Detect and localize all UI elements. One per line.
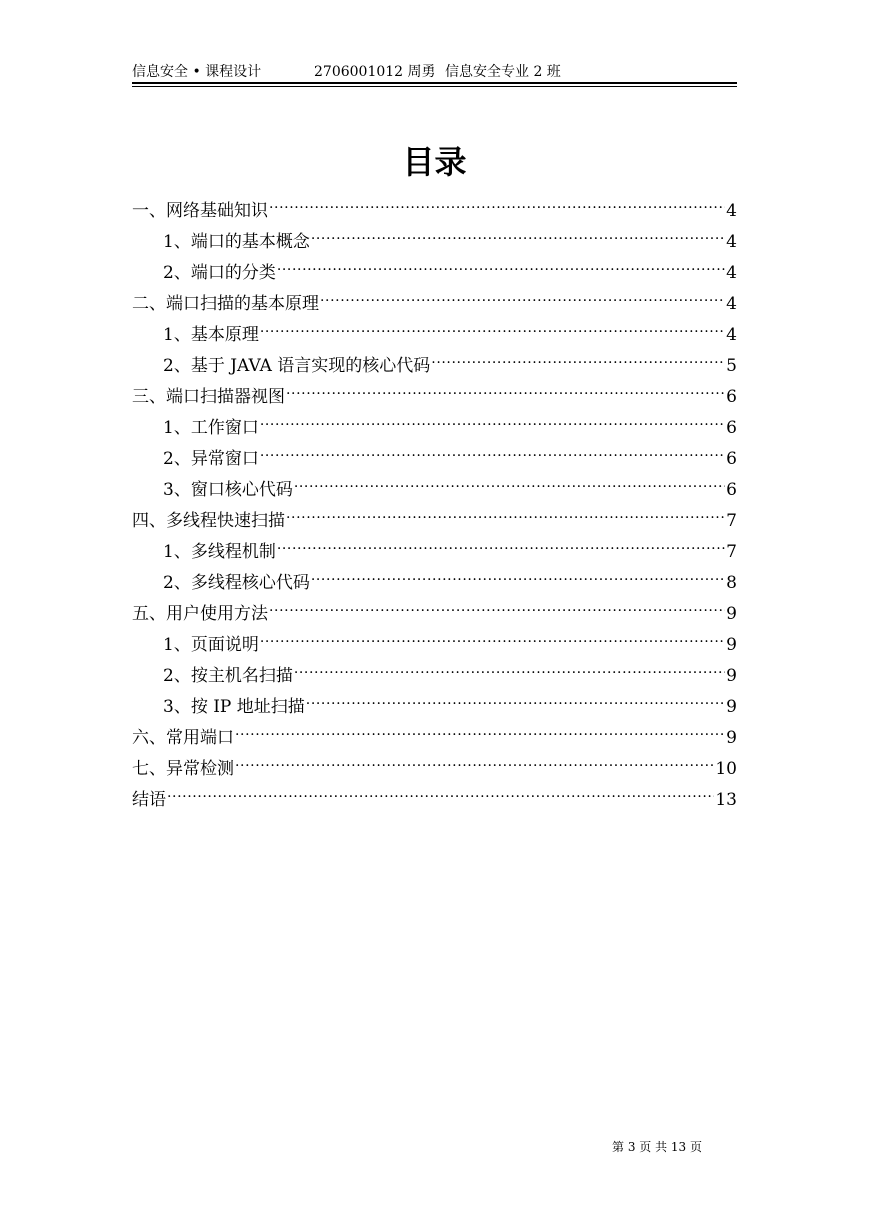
toc-dot-leader [269, 185, 725, 216]
toc-dot-leader [260, 309, 725, 340]
toc-entry-page-number: 6 [726, 449, 737, 469]
toc-entry-label: 1、多线程机制 [163, 542, 276, 562]
toc-entry-page-number: 13 [715, 790, 737, 810]
toc-dot-leader [235, 743, 714, 774]
page-title: 目录 [402, 143, 467, 181]
toc-entry-label: 二、端口扫描的基本原理 [132, 294, 319, 314]
toc-dot-leader [277, 247, 725, 278]
toc-entry-label: 七、异常检测 [132, 759, 234, 779]
toc-dot-leader [431, 340, 725, 371]
toc-entry-page-number: 9 [726, 635, 737, 655]
toc-entry-page-number: 9 [726, 728, 737, 748]
toc-entry-label: 2、多线程核心代码 [163, 573, 310, 593]
toc-dot-leader [235, 712, 725, 743]
toc-dot-leader [260, 433, 725, 464]
toc-entry-page-number: 7 [726, 542, 737, 562]
toc-entry-label: 1、基本原理 [163, 325, 259, 345]
toc-entry-page-number: 6 [726, 418, 737, 438]
toc-entry-label: 2、基于 JAVA 语言实现的核心代码 [163, 356, 431, 376]
toc-entry-page-number: 5 [726, 356, 737, 376]
toc-entry-label: 3、按 IP 地址扫描 [163, 697, 305, 717]
toc-entry-page-number: 4 [726, 232, 737, 252]
toc-entry-label: 五、用户使用方法 [132, 604, 268, 624]
toc-entry-page-number: 7 [726, 511, 737, 531]
toc-entry-page-number: 8 [726, 573, 737, 593]
toc-entry-label: 2、异常窗口 [163, 449, 259, 469]
toc-entry-page-number: 9 [726, 604, 737, 624]
toc-entry-label: 1、工作窗口 [163, 418, 259, 438]
toc-dot-leader [311, 216, 725, 247]
toc-entry-page-number: 9 [726, 666, 737, 686]
toc-entry-page-number: 6 [726, 480, 737, 500]
toc-entry-label: 1、页面说明 [163, 635, 259, 655]
toc-entry-label: 六、常用端口 [132, 728, 234, 748]
toc-entry-page-number: 4 [726, 325, 737, 345]
toc-entry-page-number: 4 [726, 263, 737, 283]
toc-entry-label: 四、多线程快速扫描 [132, 511, 285, 531]
toc-entry-label: 2、端口的分类 [163, 263, 276, 283]
header-course: 信息安全 • 课程设计 [132, 64, 262, 80]
toc-entry-page-number: 6 [726, 387, 737, 407]
toc-dot-leader [320, 278, 725, 309]
toc-entry-label: 结语 [132, 790, 166, 810]
toc-entry-page-number: 4 [726, 294, 737, 314]
toc-entry-label: 2、按主机名扫描 [163, 666, 293, 686]
header-rule-thick [132, 82, 737, 84]
toc-dot-leader [167, 774, 714, 805]
toc-dot-leader [260, 619, 725, 650]
toc-entry-label: 三、端口扫描器视图 [132, 387, 285, 407]
header-rule-thin [132, 86, 737, 87]
toc-entry[interactable] [132, 774, 737, 810]
toc-dot-leader [311, 557, 725, 588]
toc-dot-leader [294, 464, 725, 495]
toc-entry-page-number: 10 [715, 759, 737, 779]
toc-dot-leader [269, 588, 725, 619]
toc-dot-leader [294, 650, 725, 681]
toc-dot-leader [260, 402, 725, 433]
header-major: 信息安全专业 2 班 [445, 64, 561, 80]
toc-dot-leader [306, 681, 725, 712]
toc-entry-label: 一、网络基础知识 [132, 201, 268, 221]
toc-entry-page-number: 9 [726, 697, 737, 717]
toc-dot-leader [286, 495, 725, 526]
toc-entry-label: 1、端口的基本概念 [163, 232, 310, 252]
page-footer: 第 3 页 共 13 页 [612, 1140, 702, 1154]
toc-dot-leader [277, 526, 725, 557]
toc-entry-label: 3、窗口核心代码 [163, 480, 293, 500]
toc-entry-page-number: 4 [726, 201, 737, 221]
toc-entry[interactable] [132, 185, 737, 221]
toc-dot-leader [286, 371, 725, 402]
header-student: 2706001012 周勇 [314, 64, 436, 80]
page-header [132, 62, 737, 82]
table-of-contents [132, 185, 737, 810]
